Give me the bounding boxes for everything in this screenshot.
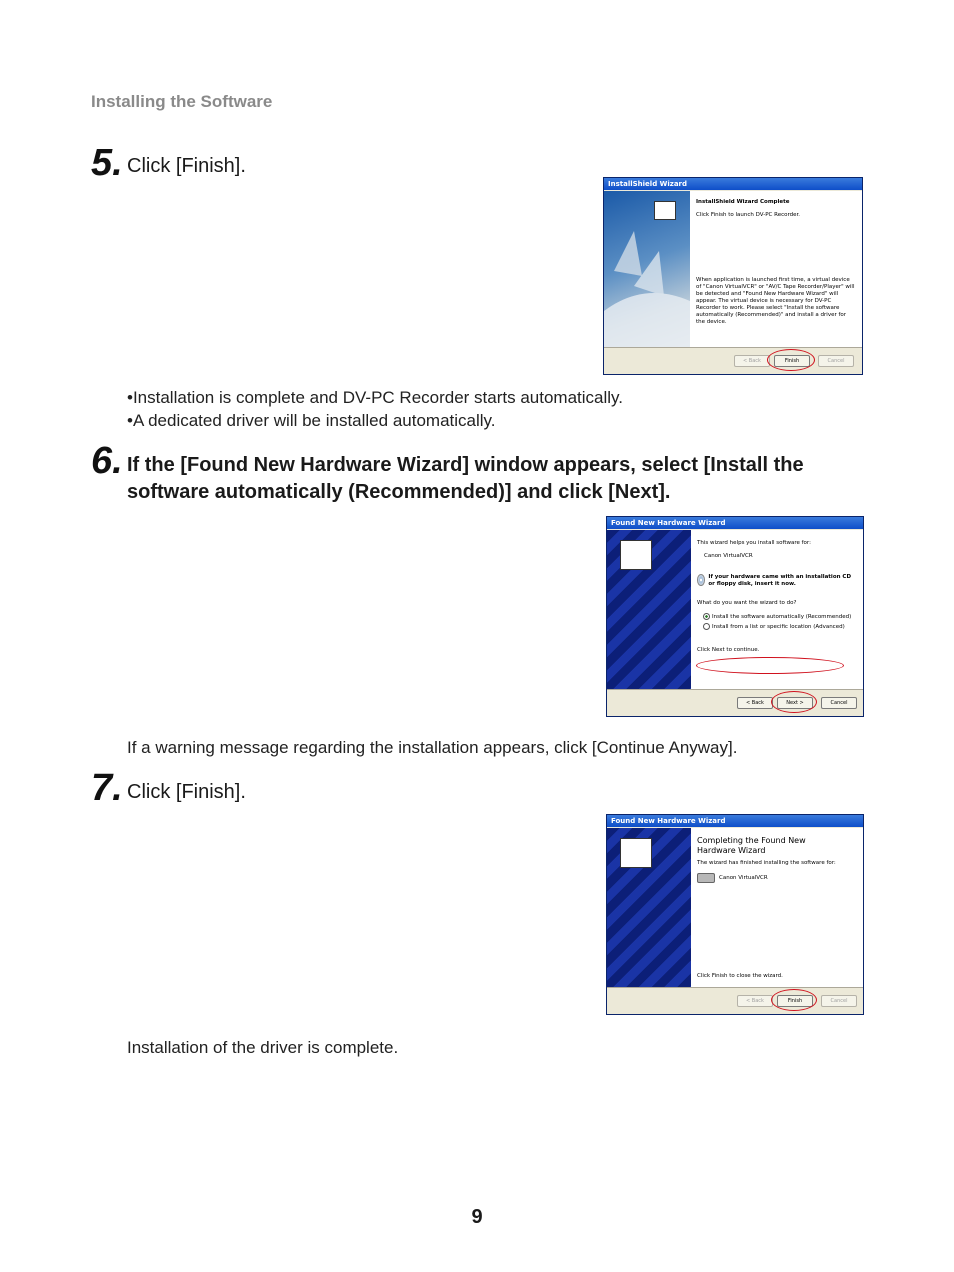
radio-selected-icon[interactable]	[703, 613, 710, 620]
next-button[interactable]: Next >	[777, 697, 813, 709]
step-6-text: If the [Found New Hardware Wizard] window appears, select [Install the software automatically (Recommended)] and click [Next].	[127, 454, 804, 503]
section-title: Installing the Software	[91, 92, 273, 111]
option-advanced-label: Install from a list or specific location (Advanced)	[712, 624, 845, 630]
step-6-number: 6.	[91, 440, 123, 482]
dialog-title-bar: Found New Hardware Wizard	[607, 517, 863, 529]
option-automatic[interactable]	[703, 613, 857, 621]
back-button[interactable]: < Back	[734, 355, 770, 367]
completing-wizard-dialog	[606, 814, 864, 1015]
dialog-button-bar	[604, 347, 862, 374]
dialog-line: Click Finish to launch DV-PC Recorder.	[696, 212, 801, 218]
step-5-number: 5.	[91, 142, 123, 184]
device-name: Canon VirtualVCR	[719, 874, 768, 881]
dialog-heading: InstallShield Wizard Complete	[696, 199, 790, 205]
cancel-button[interactable]: Cancel	[821, 995, 857, 1007]
device-name: Canon VirtualVCR	[704, 553, 753, 559]
step-7-note: Installation of the driver is complete.	[127, 1038, 399, 1057]
dialog-line: This wizard helps you install software for:	[697, 540, 811, 546]
dialog-title-bar: Found New Hardware Wizard	[607, 815, 863, 827]
finish-button[interactable]: Finish	[774, 355, 810, 367]
step-6-note: If a warning message regarding the installation appears, click [Continue Anyway].	[127, 738, 738, 757]
camcorder-icon	[697, 873, 715, 883]
dialog-button-bar	[607, 987, 863, 1014]
step-7-text: Click [Finish].	[127, 781, 246, 803]
dialog-title-bar: InstallShield Wizard	[604, 178, 862, 190]
bullet-item: • Installation is complete and DV-PC Recorder starts automatically.	[127, 386, 623, 409]
step-5-text: Click [Finish].	[127, 155, 246, 177]
dialog-line: The wizard has finished installing the software for:	[697, 860, 836, 866]
dialog-footer: Click Next to continue.	[697, 647, 760, 653]
page-number: 9	[471, 1206, 483, 1228]
bullet-item: • A dedicated driver will be installed automatically.	[127, 409, 623, 432]
dialog-footer: Click Finish to close the wizard.	[697, 973, 783, 979]
wizard-question: What do you want the wizard to do?	[697, 600, 797, 606]
cancel-button[interactable]: Cancel	[818, 355, 854, 367]
wave-graphic	[604, 191, 690, 348]
found-hardware-dialog	[606, 516, 864, 717]
step-7-number: 7.	[91, 767, 123, 809]
cd-icon	[697, 574, 705, 586]
installshield-dialog	[603, 177, 863, 375]
dialog-content	[690, 191, 862, 348]
highlight-ring	[771, 691, 817, 713]
wizard-side-image	[604, 191, 690, 348]
highlight-ring	[771, 989, 817, 1011]
back-button[interactable]: < Back	[737, 697, 773, 709]
step-5-bullets	[127, 386, 623, 432]
option-advanced[interactable]	[703, 623, 857, 631]
dialog-note: When application is launched first time, a virtual device of "Canon VirtualVCR" or "AV/C Tape Recorder/Player" will be detected and "Found New Hardware Wizard" will appear. The virtual device is necessary for DV-PC Recorder to work. Please select "Install the software automatically (Recommended)" and install a driver for the device.	[696, 277, 855, 325]
cd-instruction: If your hardware came with an installation CD or floppy disk, insert it now.	[708, 574, 852, 587]
cancel-button[interactable]: Cancel	[821, 697, 857, 709]
option-automatic-label: Install the software automatically (Recommended)	[712, 614, 852, 620]
back-button[interactable]: < Back	[737, 995, 773, 1007]
wizard-side-image	[607, 530, 691, 690]
highlight-ring	[696, 657, 844, 674]
dialog-heading: Completing the Found New Hardware Wizard	[697, 836, 806, 855]
highlight-ring	[767, 349, 815, 371]
dialog-content	[691, 530, 863, 690]
wizard-side-image	[607, 828, 691, 988]
dialog-content	[691, 828, 863, 988]
dialog-button-bar	[607, 689, 863, 716]
radio-icon[interactable]	[703, 623, 710, 630]
finish-button[interactable]: Finish	[777, 995, 813, 1007]
hardware-icon	[620, 838, 652, 868]
hardware-icon	[620, 540, 652, 570]
